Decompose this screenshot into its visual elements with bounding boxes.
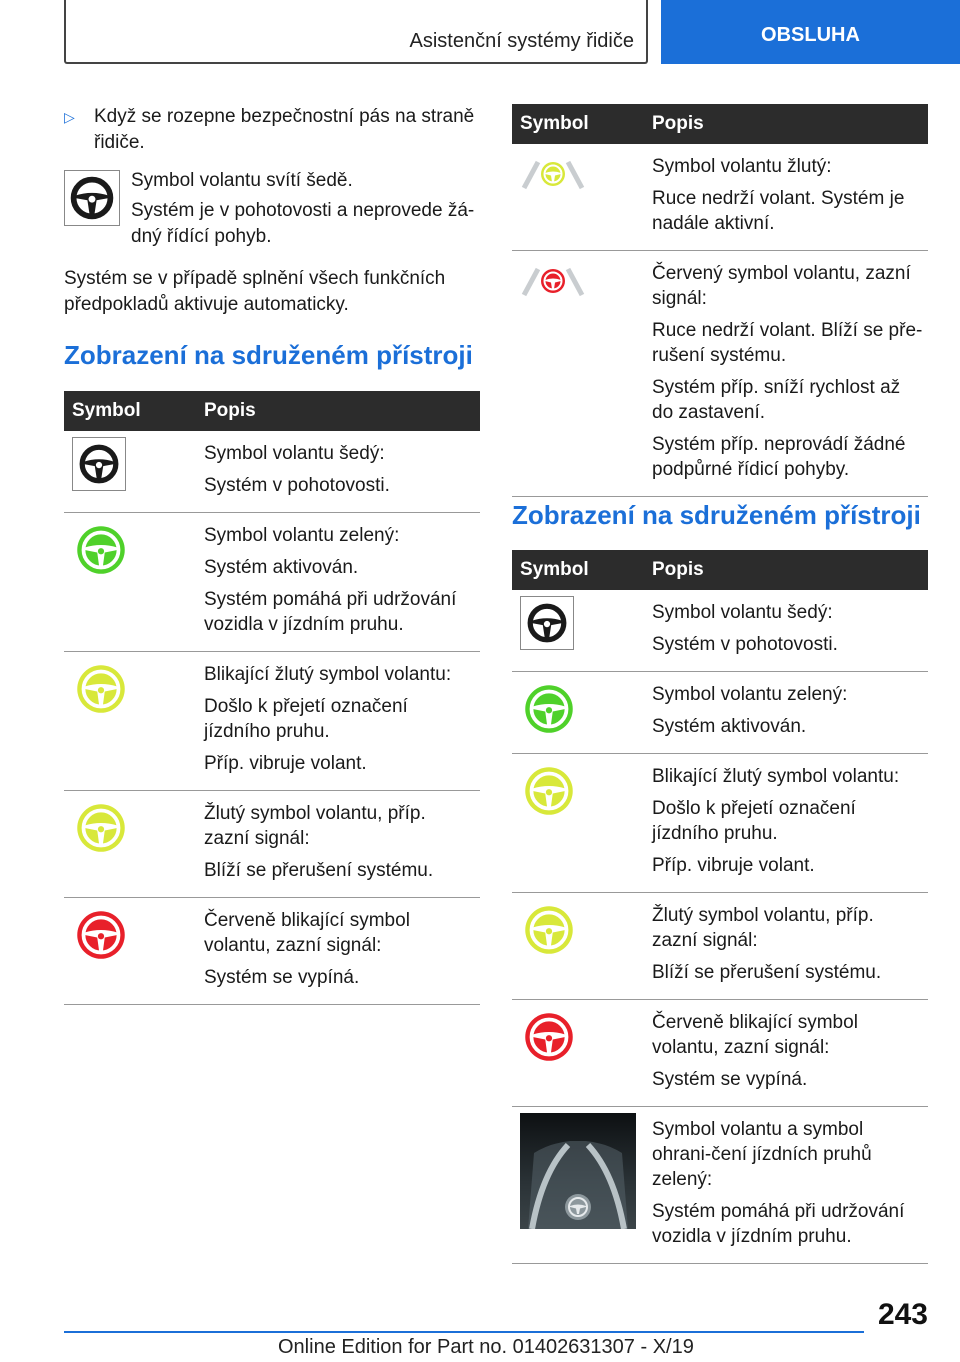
table-row <box>64 791 480 898</box>
table-row <box>512 251 928 497</box>
steering-wheel-lanes-yellow-icon <box>520 150 644 199</box>
cell-line: Došlo k přejetí označení jízdního pruhu. <box>204 696 408 742</box>
table-row <box>512 754 928 893</box>
paragraph: Systém se v případě splnění všech funkčních předpokladů aktivuje automaticky. <box>64 268 446 315</box>
steering-wheel-red-icon <box>72 904 196 965</box>
cell-line: Blikající žlutý symbol volantu: <box>204 664 452 685</box>
indent-block <box>131 168 481 250</box>
table-row <box>64 513 480 652</box>
cell-line: Ruce nedrží volant. Systém je nadále aktivní. <box>652 188 905 234</box>
cell-line: Systém v pohotovosti. <box>204 475 390 496</box>
cell-line: Systém aktivován. <box>204 557 359 578</box>
symbol-table <box>64 391 480 1005</box>
cell-line: Systém pomáhá při udržování vozidla v jízdním pruhu. <box>204 589 457 635</box>
cell-line: Žlutý symbol volantu, příp. zazní signál: <box>204 803 426 849</box>
column-header: Symbol <box>64 391 196 431</box>
steering-wheel-gray-icon <box>72 437 126 491</box>
table-row <box>512 672 928 754</box>
cell-line: Příp. vibruje volant. <box>652 855 815 876</box>
symbol-table <box>512 550 928 1264</box>
cell-line: Symbol volantu šedý: <box>204 443 385 464</box>
column-header: Popis <box>196 391 480 431</box>
header-box <box>64 0 648 64</box>
steering-wheel-gray-icon <box>520 596 574 650</box>
lane-display-image <box>520 1113 636 1229</box>
steering-wheel-yellow-icon <box>72 658 196 719</box>
table-row <box>512 590 928 672</box>
cell-line: Ruce nedrží volant. Blíží se pře-rušení systému. <box>652 320 923 366</box>
footer-divider <box>64 1331 864 1333</box>
bullet-text: Když se rozepne bezpečnostní pás na straně řidiče. <box>94 106 475 153</box>
cell-line: Systém v pohotovosti. <box>652 634 838 655</box>
steering-wheel-red-icon <box>520 1006 644 1067</box>
indent-line: Systém je v pohotovosti a neprovede žá-dný řídící pohyb. <box>131 200 475 247</box>
bullet-item <box>64 104 480 156</box>
cell-line: Blíží se přerušení systému. <box>652 962 882 983</box>
column-header: Symbol <box>512 104 644 144</box>
symbol-table <box>512 104 928 497</box>
cell-line: Symbol volantu šedý: <box>652 602 833 623</box>
steering-wheel-yellow-icon <box>520 899 644 960</box>
cell-line: Blíží se přerušení systému. <box>204 860 434 881</box>
column-header: Popis <box>644 104 928 144</box>
steering-wheel-yellow-icon <box>520 760 644 821</box>
steering-wheel-lanes-red-icon <box>520 257 644 306</box>
cell-line: Symbol volantu zelený: <box>652 684 848 705</box>
cell-line: Příp. vibruje volant. <box>204 753 367 774</box>
section-tab[interactable]: OBSLUHA <box>661 0 960 64</box>
cell-line: Žlutý symbol volantu, příp. zazní signál: <box>652 905 874 951</box>
section-title: Zobrazení na sdruženém přístroji <box>64 340 473 370</box>
table-row <box>64 898 480 1005</box>
cell-line: Blikající žlutý symbol volantu: <box>652 766 900 787</box>
page-number: 243 <box>877 1298 928 1331</box>
edition-text: Online Edition for Part no. 01402631307 - X/19 <box>278 1336 694 1358</box>
steering-wheel-green-icon <box>72 519 196 580</box>
cell-line: Systém pomáhá při udržování vozidla v jízdním pruhu. <box>652 1201 905 1247</box>
cell-line: Systém příp. neprovádí žádné podpůrné řídicí pohyby. <box>652 434 906 480</box>
table-row <box>64 431 480 513</box>
steering-wheel-gray-icon <box>64 170 122 228</box>
cell-line: Systém příp. sníží rychlost až do zastavení. <box>652 377 901 423</box>
cell-line: Došlo k přejetí označení jízdního pruhu. <box>652 798 856 844</box>
steering-wheel-yellow-icon <box>72 797 196 858</box>
chapter-title: Asistenční systémy řidiče <box>409 30 634 52</box>
column-header: Popis <box>644 550 928 590</box>
column-header: Symbol <box>512 550 644 590</box>
cell-line: Červeně blikající symbol volantu, zazní signál: <box>204 910 410 956</box>
cell-line: Systém se vypíná. <box>652 1069 808 1090</box>
cell-line: Symbol volantu zelený: <box>204 525 400 546</box>
cell-line: Symbol volantu a symbol ohrani-čení jízdních pruhů zelený: <box>652 1119 872 1190</box>
cell-line: Systém aktivován. <box>652 716 807 737</box>
table-row <box>512 1107 928 1264</box>
cell-line: Symbol volantu žlutý: <box>652 156 832 177</box>
table-row <box>512 893 928 1000</box>
steering-wheel-green-icon <box>520 678 644 739</box>
triangle-bullet-icon: ▷ <box>64 109 75 125</box>
cell-line: Červeně blikající symbol volantu, zazní signál: <box>652 1012 858 1058</box>
table-row <box>512 144 928 251</box>
cell-line: Systém se vypíná. <box>204 967 360 988</box>
indent-line: Symbol volantu svítí šedě. <box>131 170 353 191</box>
table-row <box>512 1000 928 1107</box>
section-title: Zobrazení na sdruženém přístroji <box>512 500 921 530</box>
table-row <box>64 652 480 791</box>
cell-line: Červený symbol volantu, zazní signál: <box>652 263 911 309</box>
